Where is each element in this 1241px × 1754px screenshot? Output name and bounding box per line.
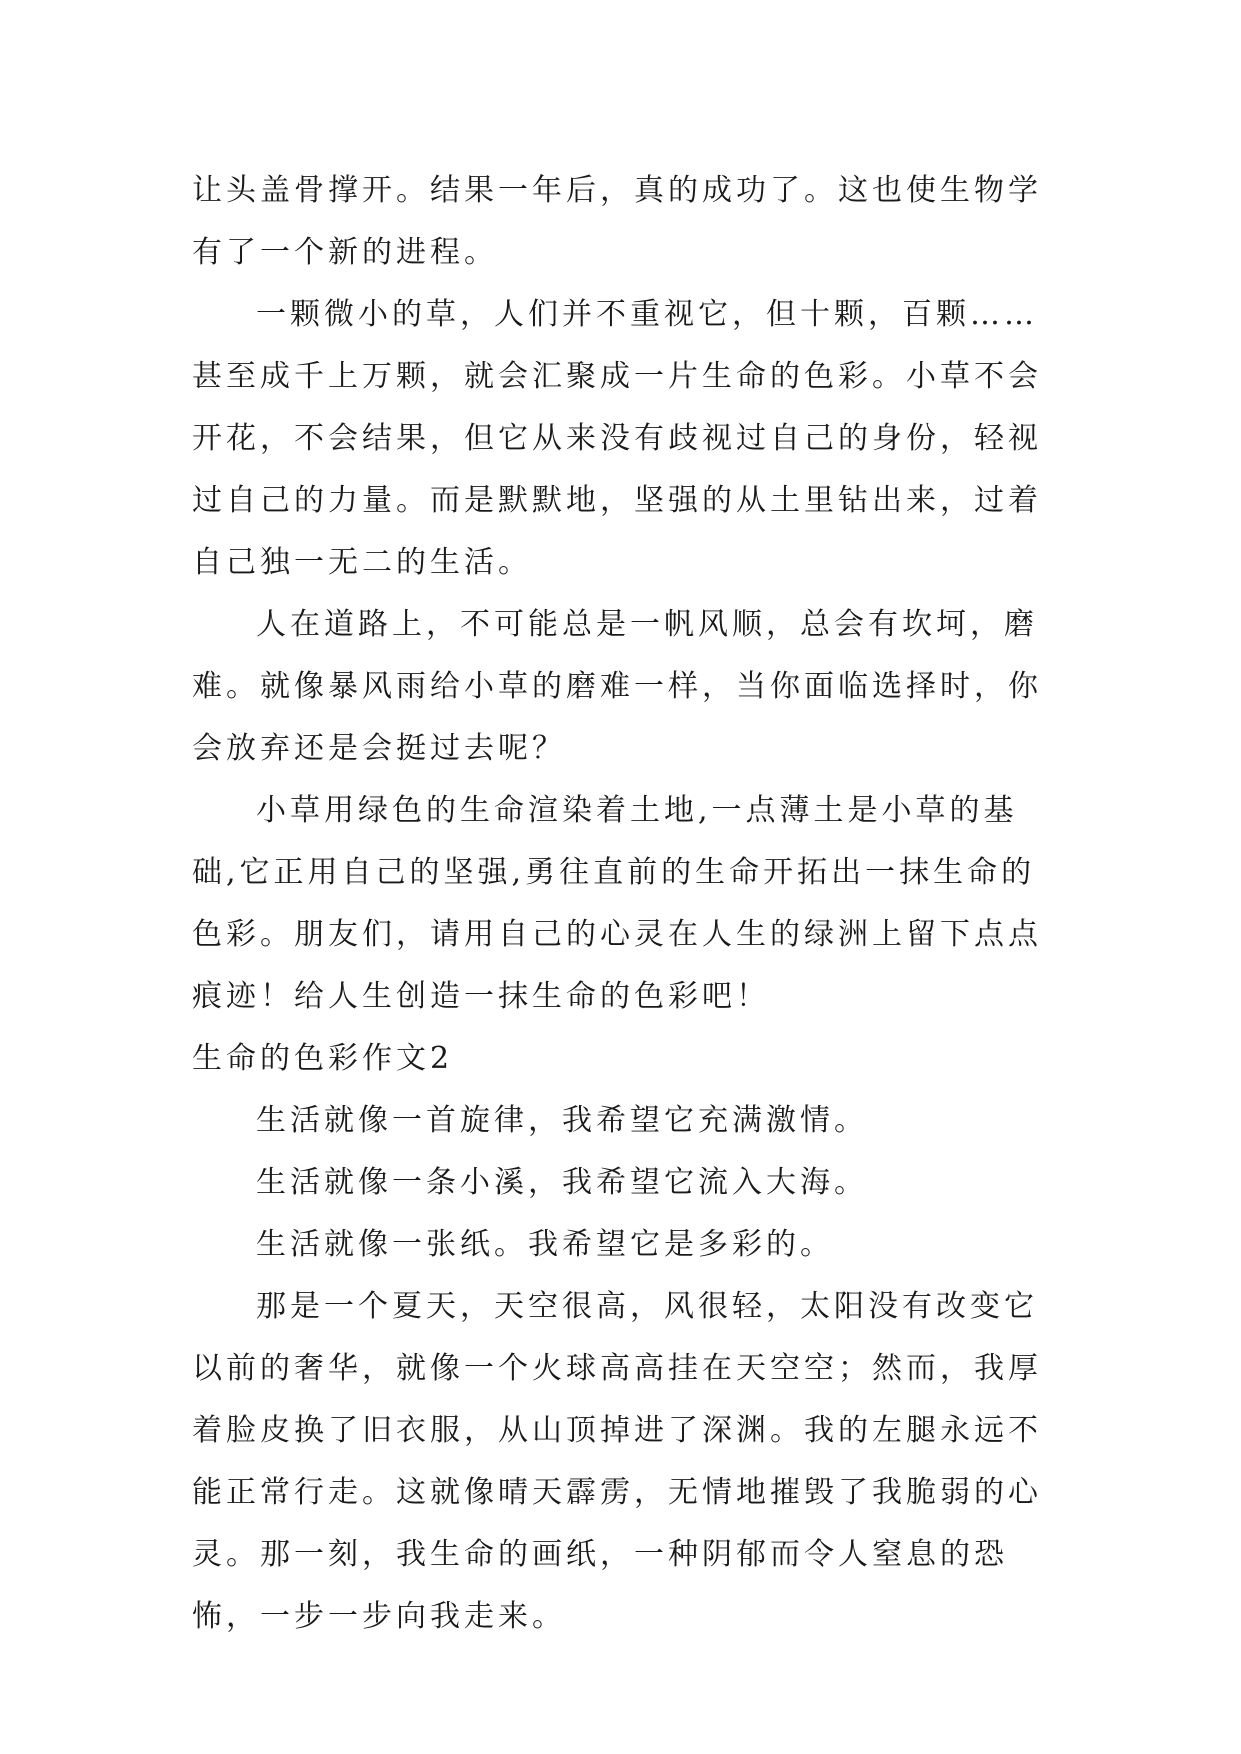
paragraph-paper: 生活就像一张纸。我希望它是多彩的。	[256, 1227, 834, 1262]
paragraph-continuation: 让头盖骨撑开。结果一年后，真的成功了。这也使生物学有了一个新的进程。	[192, 173, 1042, 270]
paragraph-green-life: 小草用绿色的生命渲染着土地,一点薄土是小草的基础,它正用自己的坚强,勇往直前的生命开拓出一抹生命的色彩。朋友们，请用自己的心灵在人生的绿洲上留下点点痕迹！给人生创造一抹生命的色彩吧！	[192, 793, 1042, 1014]
document-body	[192, 160, 1052, 1648]
paragraph-summer: 那是一个夏天，天空很高，风很轻，太阳没有改变它以前的奢华，就像一个火球高高挂在天空空；然而，我厚着脸皮换了旧衣服，从山顶掉进了深渊。我的左腿永远不能正常行走。这就像晴天霹雳，无情地摧毁了我脆弱的心灵。那一刻，我生命的画纸，一种阴郁而令人窒息的恐怖，一步一步向我走来。	[192, 1289, 1042, 1634]
paragraph-road: 人在道路上，不可能总是一帆风顺，总会有坎坷，磨难。就像暴风雨给小草的磨难一样，当你面临选择时，你会放弃还是会挺过去呢？	[192, 607, 1042, 766]
section-heading: 生命的色彩作文2	[192, 1041, 454, 1076]
paragraph-melody: 生活就像一首旋律，我希望它充满激情。	[256, 1103, 868, 1138]
paragraph-stream: 生活就像一条小溪，我希望它流入大海。	[256, 1165, 868, 1200]
paragraph-grass: 一颗微小的草，人们并不重视它，但十颗，百颗……甚至成千上万颗，就会汇聚成一片生命的色彩。小草不会开花，不会结果，但它从来没有歧视过自己的身份，轻视过自己的力量。而是默默地，坚强的从土里钻出来，过着自己独一无二的生活。	[192, 297, 1042, 580]
